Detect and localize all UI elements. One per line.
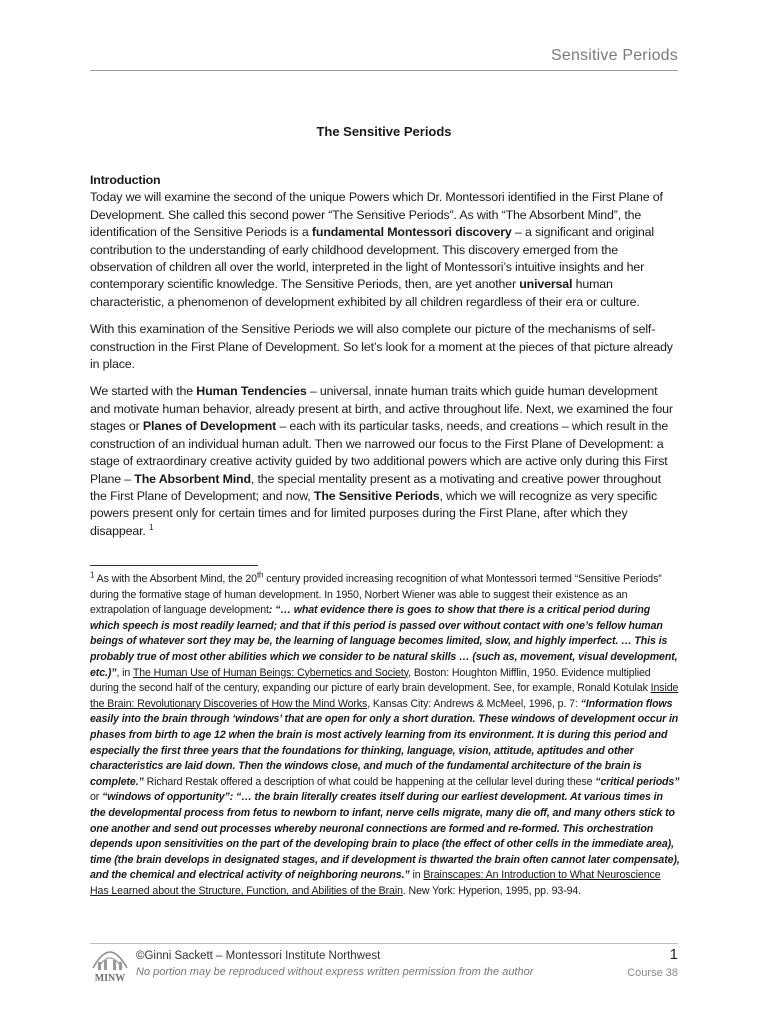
footer-notice: No portion may be reproduced without express written permission from the author [136, 966, 534, 978]
emphasis-text: Human Tendencies [196, 384, 307, 399]
text-run: – a significant and original contribution to the understanding of early childhood development. This discovery emerged from the observation of children all over the world, interpreted in the light of Montessori’s intuitive insights and her contemporary scientific knowledge. The Sensitive Periods, then, are yet another [90, 225, 654, 292]
paragraph-3 [90, 383, 680, 540]
text-run: – universal, innate human traits which guide human development and motivate human behavior, already present at birth, and active throughout life. Next, we examined the four stages or [90, 384, 673, 434]
footnote-number: 1 [90, 570, 95, 580]
emphasis-text: The Absorbent Mind [134, 471, 251, 486]
text-run: human characteristic, a phenomenon of development exhibited by all children regardless of their era or culture. [90, 277, 640, 309]
text-run: , Boston: Houghton Mifflin, 1950. Evidence multiplied during the second half of the century, expanding our picture of early brain development. See, for example, Ronald Kotulak [90, 666, 651, 695]
text-run: , which we will recognize as very specific powers present only for certain times and for limited purposes during the First Plane, after which they disappear. [90, 488, 658, 538]
body-text [90, 172, 680, 550]
emphasis-text: universal [519, 277, 573, 292]
book-title: Inside the Brain: Revolutionary Discoveries of How the Mind Works [90, 682, 679, 710]
paragraph-2: With this examination of the Sensitive Periods we will also complete our picture of the mechanisms of self-construction in the First Plane of Development. So let’s look for a moment at the pieces of that picture already in place. [90, 322, 673, 372]
ordinal-suffix: th [256, 570, 264, 580]
book-title: The Human Use of Human Beings: Cybernetics and Society [132, 666, 409, 679]
section-heading: Introduction [90, 173, 161, 187]
footer-copyright: ©Ginni Sackett – Montessori Institute Northwest [136, 950, 381, 962]
footnote [90, 572, 680, 899]
text-run: century provided increasing recognition of what Montessori termed “Sensitive Periods” during the formative stage of human development. In 1950, Norbert Wiener was able to suggest their existence as an extrapolation of language development [90, 573, 662, 617]
text-run: We started with the [90, 384, 197, 399]
text-run: Today we will examine the second of the unique Powers which Dr. Montessori identified in the First Plane of Development. She called this second power “The Sensitive Periods”. As with “The Absorbent Mind”, the identification of the Sensitive Periods is a [90, 190, 663, 240]
quotation: “Information flows easily into the brain through ‘windows’ that are open for only a short duration. These windows of development occur in phases from birth to age 12 when the brain is most actively learning from its environment. It is during this period and especially the first three years that the foundations for thinking, language, vision, attitude, aptitudes and other characteristics are laid down. Then the windows close, and much of the fundamental architecture of the brain is complete.” [90, 697, 679, 788]
logo-text: MINW [94, 973, 126, 984]
footnote-reference[interactable]: 1 [148, 522, 154, 532]
footer-rule [90, 943, 678, 944]
emphasis-text: fundamental Montessori discovery [311, 225, 512, 240]
quotation: “windows of opportunity” [102, 791, 230, 804]
quotation: : “… what evidence there is goes to show that there is a critical period during which speech is most readily learned; and that if this period is passed over without contact with one’s fellow human beings of whatever sort they may be, the learning of language becomes limited, slow, and highly imperfect. … This is probably true of most other abilities which we consider to be natural skills … (such as, movement, visual development, etc.)” [90, 604, 678, 679]
quotation: : “… the brain literally creates itself during our earliest development. At various times in the developmental process from fetus to newborn to infant, nerve cells migrate, many die off, and many others stick to one another and send out processes whereby neuronal connections are formed and re-formed. This orchestration depends upon sensitivities on the part of the developing brain to place (the effect of other cells in the immediate area), time (the brain develops in designated stages, and if development is thwarted the brain often cannot later compensate), and the chemical and electrical activity of neighboring neurons.” [90, 791, 680, 882]
text-run: . New York: Hyperion, 1995, pp. 93-94. [402, 884, 582, 897]
document-title: The Sensitive Periods [316, 124, 452, 139]
minw-logo [90, 948, 130, 984]
text-run: As with the Absorbent Mind, the 20 [94, 573, 257, 585]
text-run: or [90, 791, 103, 804]
quotation: “critical periods” [595, 775, 680, 788]
emphasis-text: The Sensitive Periods [313, 488, 440, 503]
header-rule [90, 70, 678, 71]
footnote-separator [90, 565, 258, 566]
text-run: – each with its particular tasks, needs, and creations – which result in the construction of an individual human adult. Then we narrowed our focus to the First Plane of Development: a stage of extraordinary creative activity guided by two additional powers which are active only during this First Plane – [90, 419, 669, 486]
text-run: in [409, 869, 424, 882]
text-run: , Kansas City: Andrews & McMeel, 1996, p. 7: [367, 697, 581, 710]
course-label: Course 38 [627, 967, 678, 979]
page-number: 1 [669, 946, 678, 963]
book-title: Brainscapes: An Introduction to What Neuroscience Has Learned about the Structure, Function, and Abilities of the Brain [90, 869, 661, 897]
emphasis-text: Planes of Development [142, 419, 277, 434]
running-header: Sensitive Periods [550, 47, 678, 64]
text-run: , in [116, 666, 133, 679]
intro-paragraph [90, 172, 680, 311]
text-run: , the special mentality present as a motivating and creative power throughout the First Plane of Development; and now, [90, 471, 661, 503]
text-run: Richard Restak offered a description of what could be happening at the cellular level during these [143, 775, 596, 788]
